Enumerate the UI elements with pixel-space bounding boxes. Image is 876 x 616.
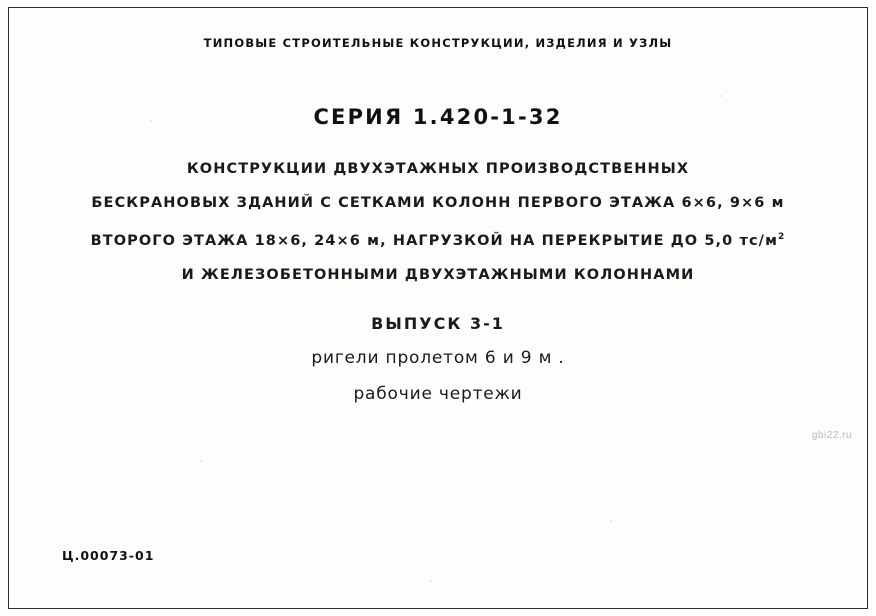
title-line-4: И ЖЕЛЕЗОБЕТОННЫМИ ДВУХЭТАЖНЫМИ КОЛОННАМИ — [181, 266, 695, 283]
title-line-2: БЕСКРАНОВЫХ ЗДАНИЙ С СЕТКАМИ КОЛОНН ПЕРВОГО ЭТАЖА 6×6, 9×6 м — [91, 195, 785, 211]
paper-speck — [610, 520, 612, 522]
document-code: Ц.00073-01 — [62, 548, 155, 563]
title-line-3-wrap — [0, 220, 876, 258]
title-line-3-superscript: 2 — [778, 232, 786, 242]
issue-subtitle-span: ригели пролетом 6 и 9 м . — [311, 348, 565, 368]
series-title: СЕРИЯ 1.420-1-32 — [313, 105, 563, 129]
paper-speck — [150, 120, 152, 122]
title-block — [0, 152, 876, 292]
watermark: gbi22.ru — [811, 430, 852, 441]
title-line-1: КОНСТРУКЦИИ ДВУХЭТАЖНЫХ ПРОИЗВОДСТВЕННЫХ — [186, 161, 690, 177]
issue-block — [0, 308, 876, 412]
paper-speck — [200, 460, 202, 462]
document-header: ТИПОВЫЕ СТРОИТЕЛЬНЫЕ КОНСТРУКЦИИ, ИЗДЕЛИЯ И УЗЛЫ — [203, 36, 673, 50]
title-line-3: ВТОРОГО ЭТАЖА 18×6, 24×6 м, НАГРУЗКОЙ НА ПЕРЕКРЫТИЕ ДО 5,0 тс/м — [90, 232, 779, 249]
issue-number: ВЫПУСК 3-1 — [371, 314, 505, 333]
paper-speck — [720, 95, 722, 97]
issue-subtitle-drawings: рабочие чертежи — [353, 384, 523, 404]
paper-speck — [430, 580, 432, 582]
